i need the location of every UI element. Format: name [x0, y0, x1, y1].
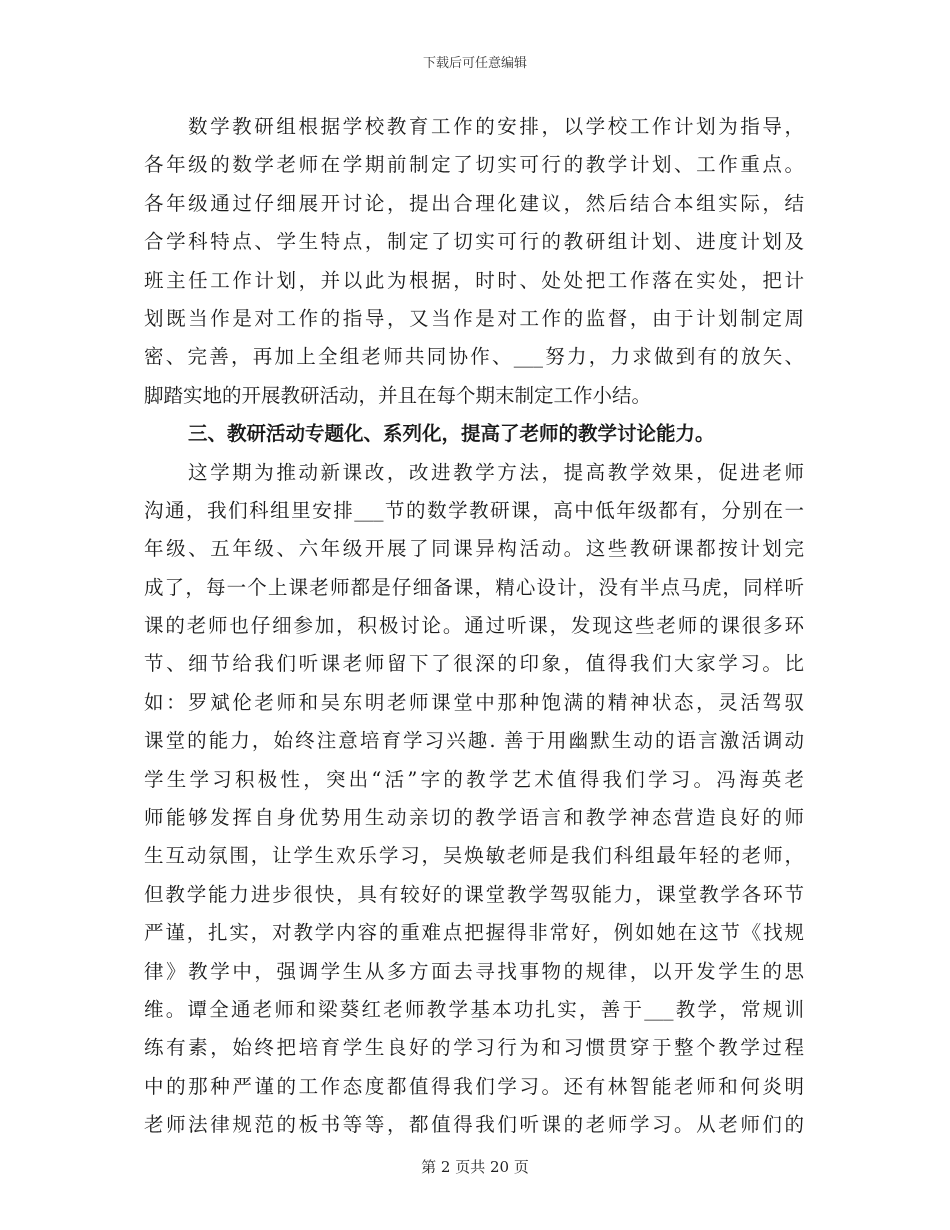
paragraph-line: 班主任工作计划，并以此为根据，时时、处处把工作落在实处，把计 [144, 268, 804, 292]
paragraph-line: 各年级通过仔细展开讨论，提出合理化建议，然后结合本组实际，结 [144, 191, 804, 215]
paragraph-line: 节、细节给我们听课老师留下了很深的印象，值得我们大家学习。比 [144, 652, 804, 676]
paragraph-line: 练有素，始终把培育学生良好的学习行为和习惯贯穿于整个教学过程 [144, 1036, 804, 1060]
paragraph-line: 课堂的能力，始终注意培育学习兴趣. 善于用幽默生动的语言激活调动 [144, 729, 804, 753]
paragraph-line: 课的老师也仔细参加，积极讨论。通过听课，发现这些老师的课很多环 [144, 614, 804, 638]
section-heading: 三、教研活动专题化、系列化，提高了老师的教学讨论能力。 [188, 422, 715, 446]
paragraph-line: 中的那种严谨的工作态度都值得我们学习。还有林智能老师和何炎明 [144, 1074, 804, 1098]
paragraph-line: 维。谭全通老师和梁葵红老师教学基本功扎实，善于___教学，常规训 [144, 997, 804, 1021]
paragraph-line: 生互动氛围，让学生欢乐学习，吴焕敏老师是我们科组最年轻的老师， [144, 844, 804, 868]
paragraph-line: 但教学能力进步很快，具有较好的课堂教学驾驭能力，课堂教学各环节 [144, 882, 804, 906]
paragraph-line: 年级、五年级、六年级开展了同课异构活动。这些教研课都按计划完 [144, 537, 804, 561]
paragraph-line: 师能够发挥自身优势用生动亲切的教学语言和教学神态营造良好的师 [144, 806, 804, 830]
paragraph-line: 合学科特点、学生特点，制定了切实可行的教研组计划、进度计划及 [144, 230, 804, 254]
document-body [144, 108, 804, 1145]
page-header-note: 下载后可任意编辑 [422, 56, 527, 71]
paragraph-line: 脚踏实地的开展教研活动，并且在每个期末制定工作小结。 [144, 383, 652, 407]
paragraph-line: 老师法律规范的板书等等，都值得我们听课的老师学习。从老师们的 [144, 1113, 804, 1137]
paragraph-line: 数学教研组根据学校教育工作的安排，以学校工作计划为指导， [188, 115, 804, 138]
paragraph-line: 严谨，扎实，对教学内容的重难点把握得非常好，例如她在这节《找规 [144, 921, 804, 945]
paragraph-line: 如：罗斌伦老师和吴东明老师课堂中那种饱满的精神状态，灵活驾驭 [144, 690, 804, 714]
paragraph-line: 各年级的数学老师在学期前制定了切实可行的教学计划、工作重点。 [144, 153, 804, 177]
paragraph-line: 成了，每一个上课老师都是仔细备课，精心设计，没有半点马虎，同样听 [144, 575, 804, 599]
page-number: 第 2 页共 20 页 [421, 1158, 529, 1176]
paragraph-line: 学生学习积极性，突出“活”字的教学艺术值得我们学习。冯海英老 [144, 767, 804, 791]
paragraph-line: 划既当作是对工作的指导，又当作是对工作的监督，由于计划制定周 [144, 306, 804, 330]
paragraph-line: 沟通，我们科组里安排___节的数学教研课，高中低年级都有，分别在一 [144, 498, 804, 522]
paragraph-line: 这学期为推动新课改，改进教学方法，提高教学效果，促进老师 [188, 460, 804, 484]
paragraph-line: 密、完善，再加上全组老师共同协作、___努力，力求做到有的放矢、 [144, 345, 804, 369]
paragraph-line: 律》教学中，强调学生从多方面去寻找事物的规律，以开发学生的思 [144, 959, 804, 983]
